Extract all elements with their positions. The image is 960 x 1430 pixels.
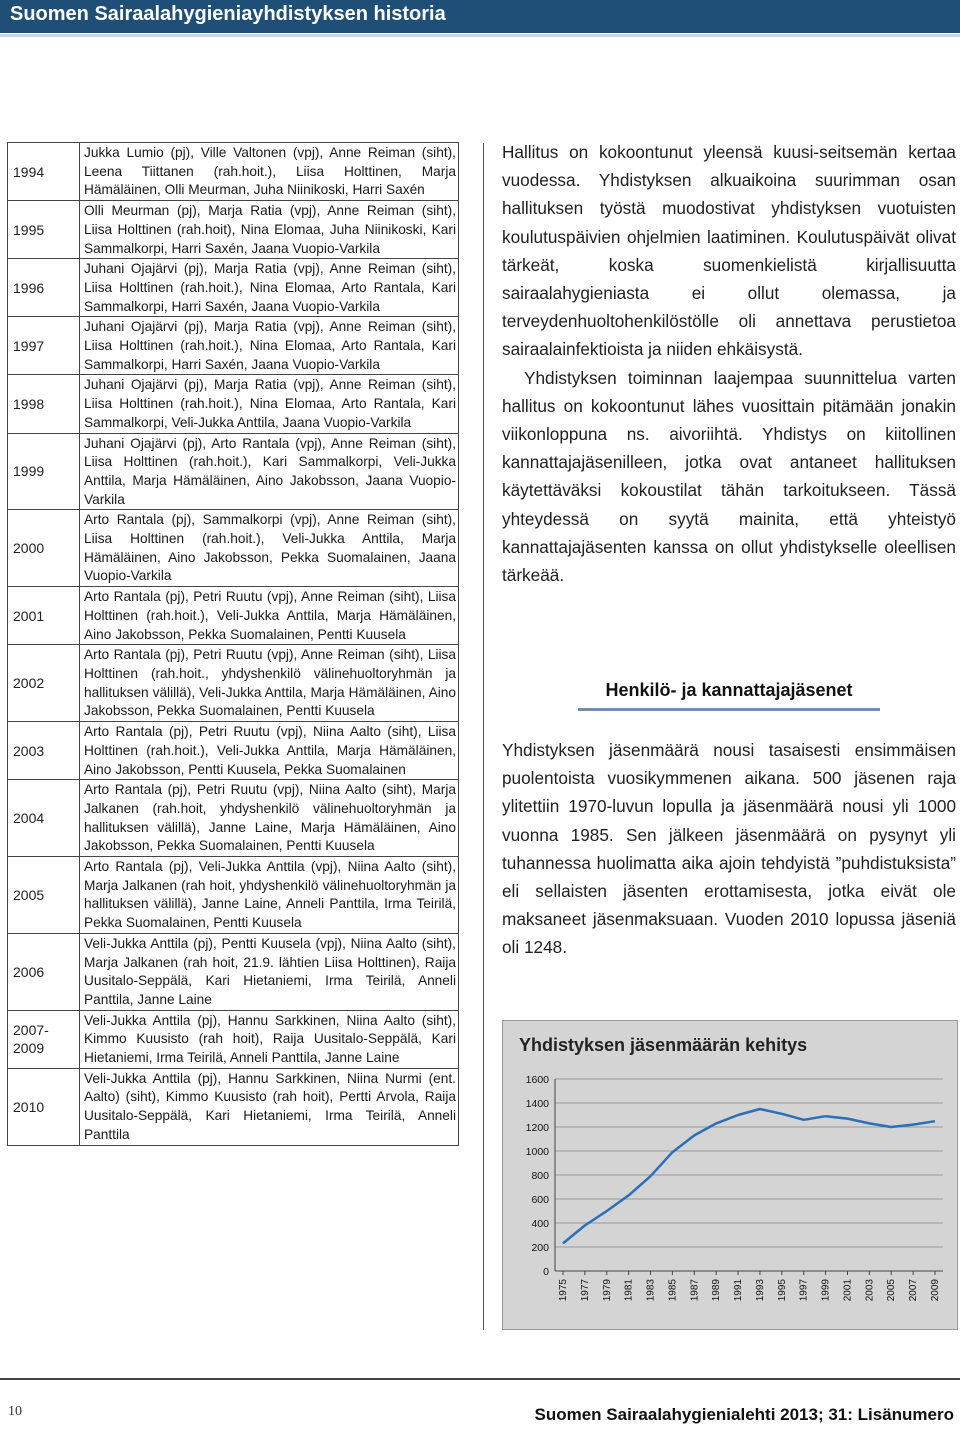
footer-divider [0,1378,960,1380]
y-tick-label: 1600 [525,1074,549,1086]
y-tick-label: 800 [531,1170,549,1182]
members-cell: Veli-Jukka Anttila (pj), Hannu Sarkkinen, Niina Aalto (siht), Kimmo Kuusisto (rah hoit), Raija Uusitalo-Seppälä, Kari Hietaniemi, Irma Teirilä, Anneli Panttila, Janne Laine [80,1010,459,1068]
members-cell: Arto Rantala (pj), Petri Ruutu (vpj), Niina Aalto (siht), Liisa Holttinen (rah.hoit.), Veli-Jukka Anttila, Marja Hämäläinen, Aino Jakobsson, Pentti Kuusela, Pekka Suomalainen [80,722,459,780]
x-tick-label: 1975 [558,1279,569,1302]
table-row [8,645,459,722]
x-tick-label: 1991 [733,1279,745,1302]
y-tick-label: 1200 [525,1122,549,1134]
y-tick-label: 600 [531,1194,549,1206]
year-cell: 2003 [8,722,80,780]
year-cell: 2000 [8,510,80,587]
table-row [8,722,459,780]
year-cell: 1994 [8,143,80,201]
section-heading: Henkilö- ja kannattajajäsenet [605,680,853,700]
x-tick-label: 2007 [908,1279,920,1302]
year-cell: 2002 [8,645,80,722]
members-cell: Arto Rantala (pj), Petri Ruutu (vpj), Anne Reiman (siht), Liisa Holttinen (rah.hoit., yhdyshenkilö välinehuoltoryhmän ja hallituksen välillä), Veli-Jukka Anttila, Marja Hämäläinen, Aino Jakobsson, Pekka Suomalainen, Pentti Kuusela [80,645,459,722]
board-members-table [7,142,459,1146]
table-row [8,1068,459,1145]
x-tick-label: 1987 [689,1279,701,1302]
year-cell: 2001 [8,587,80,645]
table-row [8,259,459,317]
table-row [8,857,459,934]
table-row [8,143,459,201]
members-cell: Veli-Jukka Anttila (pj), Hannu Sarkkinen, Niina Nurmi (ent. Aalto) (siht), Kimmo Kuusisto (rah hoit), Pertti Arvola, Raija Uusitalo-Seppälä, Kari Hietaniemi, Irma Teirilä, Anneli Panttila [80,1068,459,1145]
page-header [0,0,960,33]
table-row [8,1010,459,1068]
table-row [8,433,459,510]
x-tick-label: 1979 [601,1279,613,1302]
year-cell: 2004 [8,780,80,857]
header-divider [0,34,960,37]
table-row [8,375,459,433]
article-paragraph-2: Yhdistyksen toiminnan laajempaa suunnittelua varten hallitus on kokoontunut lähes vuosittain pitämään jonakin viikonloppuna ns. aivoriihtä. Yhdistys on kiitollinen kannattajajäsenilleen, jotka ovat antaneet hallituksen käytettäväksi kokoustilat tähän tarkoitukseen. Tässä yhteydessä on syytä mainita, että yhteistyö kannattajajäsenten kanssa on ollut yhdistykselle oleellisen tärkeää. [502,367,956,586]
members-cell: Jukka Lumio (pj), Ville Valtonen (vpj), Anne Reiman (siht), Leena Tiittanen (rah.hoit.), Liisa Holttinen, Marja Hämäläinen, Olli Meurman, Juha Niinikoski, Harri Saxén [80,143,459,201]
membership-chart [502,1020,958,1330]
members-cell: Arto Rantala (pj), Sammalkorpi (vpj), Anne Reiman (siht), Liisa Holttinen (rah.hoit.), Veli-Jukka Anttila, Marja Hämäläinen, Aino Jakobsson, Pekka Suomalainen, Jaana Vuopio-Varkila [80,510,459,587]
article-bottom [502,736,956,962]
x-tick-label: 2009 [930,1279,941,1302]
year-cell: 1996 [8,259,80,317]
y-tick-label: 1400 [525,1098,549,1110]
members-cell: Arto Rantala (pj), Veli-Jukka Anttila (vpj), Niina Aalto (siht), Marja Jalkanen (rah hoit, yhdyshenkilö välinehuoltoryhmän ja hallituksen välillä), Janne Laine, Anneli Panttila, Irma Teirilä, Pekka Suomalainen, Pentti Kuusela [80,857,459,934]
year-cell: 2007- 2009 [8,1010,80,1068]
year-cell: 1999 [8,433,80,510]
members-cell: Juhani Ojajärvi (pj), Arto Rantala (vpj), Anne Reiman (siht), Liisa Holttinen (rah.hoit.), Kari Sammalkorpi, Veli-Jukka Anttila, Marja Hämäläinen, Aino Jakobsson, Jaana Vuopio-Varkila [80,433,459,510]
y-tick-label: 1000 [525,1146,549,1158]
article-paragraph-3: Yhdistyksen jäsenmäärä nousi tasaisesti ensimmäisen puolentoista vuosikymmenen aikana. 500 jäsenen raja ylitettiin 1970-luvun lopulla ja jäsenmäärä nousi yli 1000 vuonna 1985. Sen jälkeen jäsenmäärä on pysynyt yli tuhannessa huolimatta aika ajoin tehdyistä ”puhdistuksista” eli sellaisten jäsenten erottamisesta, jotka eivät ole maksaneet jäsenmaksuaan. Vuoden 2010 lopussa jäseniä oli 1248. [502,740,956,958]
x-tick-label: 2003 [864,1279,876,1302]
x-tick-label: 1989 [711,1279,723,1302]
table-row [8,587,459,645]
page-number: 10 [8,1404,22,1419]
members-cell: Juhani Ojajärvi (pj), Marja Ratia (vpj), Anne Reiman (siht), Liisa Holttinen (rah.hoit.), Nina Elomaa, Arto Rantala, Kari Sammalkorpi, Harri Saxén, Jaana Vuopio-Varkila [80,259,459,317]
members-cell: Juhani Ojajärvi (pj), Marja Ratia (vpj), Anne Reiman (siht), Liisa Holttinen (rah.hoit.), Nina Elomaa, Arto Rantala, Kari Sammalkorpi, Harri Saxén, Jaana Vuopio-Varkila [80,317,459,375]
x-tick-label: 1983 [645,1279,657,1302]
table-row [8,317,459,375]
table-row [8,933,459,1010]
members-cell: Juhani Ojajärvi (pj), Marja Ratia (vpj), Anne Reiman (siht), Liisa Holttinen (rah.hoit.), Nina Elomaa, Arto Rantala, Kari Sammalkorpi, Veli-Jukka Anttila, Jaana Vuopio-Varkila [80,375,459,433]
x-tick-label: 1977 [579,1279,591,1302]
x-tick-label: 1981 [623,1279,635,1302]
year-cell: 1995 [8,201,80,259]
x-tick-label: 1997 [798,1279,810,1302]
y-tick-label: 200 [531,1242,549,1254]
table-row [8,780,459,857]
page-header-title: Suomen Sairaalahygieniayhdistyksen historia [10,3,446,25]
membership-chart-svg [503,1021,957,1329]
table-row [8,201,459,259]
table-row [8,510,459,587]
chart-title: Yhdistyksen jäsenmäärän kehitys [519,1035,808,1055]
members-cell: Arto Rantala (pj), Petri Ruutu (vpj), Niina Aalto (siht), Marja Jalkanen (rah.hoit, yhdyshenkilö välinehuoltoryhmän ja hallituksen välillä), Janne Laine, Marja Hämäläinen, Aino Jakobsson, Pekka Suomalainen, Pentti Kuusela [80,780,459,857]
article-paragraph-1: Hallitus on kokoontunut yleensä kuusi-seitsemän kertaa vuodessa. Yhdistyksen alkuaikoina suurimman osan hallituksen työstä muodostivat yhdistyksen vuotuisten koulutuspäivien ohjelmien laatiminen. Koulutuspäivät olivat tärkeät, koska suomenkielistä kirjallisuutta sairaalahygieniasta ei ollut olemassa, ja terveydenhuoltohenkilöstölle oli annettava perustietoa sairaalainfektioista ja niiden ehkäisystä. [502,142,956,360]
y-tick-label: 0 [543,1266,549,1278]
x-tick-label: 1985 [667,1279,679,1302]
year-cell: 1997 [8,317,80,375]
column-divider [483,143,484,1330]
y-tick-label: 400 [531,1218,549,1230]
x-tick-label: 2001 [842,1279,854,1302]
year-cell: 2006 [8,933,80,1010]
x-tick-label: 1995 [776,1279,788,1302]
journal-footer: Suomen Sairaalahygienialehti 2013; 31: Lisänumero [534,1405,954,1424]
year-cell: 2010 [8,1068,80,1145]
x-tick-label: 1993 [754,1279,766,1302]
article-top [502,138,956,589]
x-tick-label: 1999 [820,1279,832,1302]
year-cell: 1998 [8,375,80,433]
section-heading-underline [578,708,880,711]
members-cell: Olli Meurman (pj), Marja Ratia (vpj), Anne Reiman (siht), Liisa Holttinen (rah.hoit), Nina Elomaa, Juha Niinikoski, Kari Sammalkorpi, Harri Saxén, Jaana Vuopio-Varkila [80,201,459,259]
year-cell: 2005 [8,857,80,934]
x-tick-label: 2005 [886,1279,898,1302]
members-cell: Veli-Jukka Anttila (pj), Pentti Kuusela (vpj), Niina Aalto (siht), Marja Jalkanen (rah hoit, 21.9. lähtien Liisa Holttinen), Raija Uusitalo-Seppälä, Kari Hietaniemi, Irma Teirilä, Anneli Panttila, Janne Laine [80,933,459,1010]
members-cell: Arto Rantala (pj), Petri Ruutu (vpj), Anne Reiman (siht), Liisa Holttinen (rah.hoit.), Veli-Jukka Anttila, Marja Hämäläinen, Aino Jakobsson, Pekka Suomalainen, Pentti Kuusela [80,587,459,645]
